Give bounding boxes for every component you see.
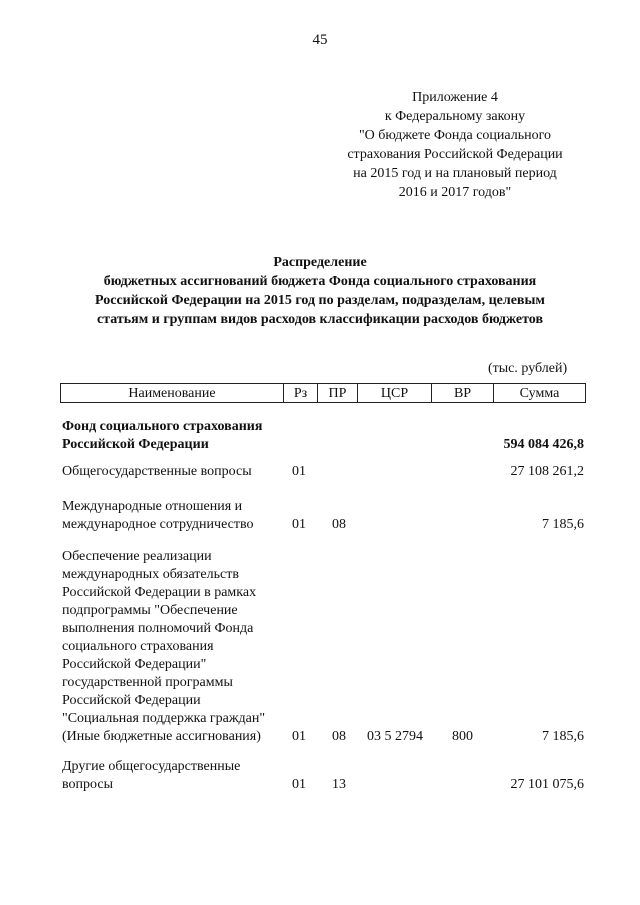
row-name xyxy=(62,758,292,794)
appendix-line: страхования Российской Федерации xyxy=(347,147,563,162)
row-name xyxy=(62,548,292,746)
row-sum: 27 108 261,2 xyxy=(510,464,584,479)
table-row xyxy=(62,548,584,746)
header-pr: ПР xyxy=(317,384,357,402)
title-line: Распределение xyxy=(273,255,367,270)
row-rz: 01 xyxy=(292,517,306,532)
table-row xyxy=(62,418,584,454)
header-name: Наименование xyxy=(128,386,216,401)
row-name xyxy=(62,498,292,534)
appendix-line: 2016 и 2017 годов" xyxy=(398,185,512,200)
row-sum: 7 185,6 xyxy=(542,517,584,532)
row-name-line: Российской Федерации xyxy=(62,437,209,452)
page-number: 45 xyxy=(312,32,328,48)
row-sum: 7 185,6 xyxy=(542,729,584,744)
header-csr: ЦСР xyxy=(357,384,431,402)
appendix-note xyxy=(320,88,590,202)
row-pr: 13 xyxy=(332,777,346,792)
row-vr: 800 xyxy=(452,729,473,744)
table-header xyxy=(60,383,586,403)
row-name-line: Международные отношения и xyxy=(62,499,243,514)
row-name-line: социального страхования xyxy=(62,639,214,654)
row-pr: 08 xyxy=(332,517,346,532)
document-title xyxy=(40,253,600,329)
table-row xyxy=(62,758,584,794)
header-sum: Сумма xyxy=(493,384,585,402)
header-vr: ВР xyxy=(431,384,493,402)
row-name-line: Обеспечение реализации xyxy=(62,549,212,564)
title-line: статьям и группам видов расходов классификации расходов бюджетов xyxy=(96,312,544,327)
row-rz: 01 xyxy=(292,464,306,479)
units-label: (тыс. рублей) xyxy=(488,361,568,376)
title-line: бюджетных ассигнований бюджета Фонда социального страхования xyxy=(103,274,537,289)
row-sum: 594 084 426,8 xyxy=(503,437,584,452)
row-name-line: подпрограммы "Обеспечение xyxy=(62,603,238,618)
row-name-line: Российской Федерации в рамках xyxy=(62,585,257,600)
row-name-line: выполнения полномочий Фонда xyxy=(62,621,254,636)
row-name-line: Общегосударственные вопросы xyxy=(62,464,252,479)
row-csr: 03 5 2794 xyxy=(367,729,423,744)
row-name-line: Российской Федерации xyxy=(62,693,201,708)
row-name-line: "Социальная поддержка граждан" xyxy=(62,711,266,726)
table-row xyxy=(62,498,584,534)
row-name-line: государственной программы xyxy=(62,675,233,690)
row-name xyxy=(62,418,292,454)
header-rz: Рз xyxy=(283,384,317,402)
row-rz: 01 xyxy=(292,729,306,744)
row-name-line: Другие общегосударственные xyxy=(62,759,241,774)
appendix-line: Приложение 4 xyxy=(412,90,498,105)
appendix-line: на 2015 год и на плановый период xyxy=(353,166,557,181)
row-rz: 01 xyxy=(292,777,306,792)
row-name-line: вопросы xyxy=(62,777,113,792)
row-name-line: международное сотрудничество xyxy=(62,517,254,532)
appendix-line: "О бюджете Фонда социального xyxy=(358,128,552,143)
row-pr: 08 xyxy=(332,729,346,744)
row-name xyxy=(62,463,292,481)
row-sum: 27 101 075,6 xyxy=(510,777,584,792)
row-name-line: (Иные бюджетные ассигнования) xyxy=(62,729,261,744)
table-row xyxy=(62,463,584,481)
appendix-line: к Федеральному закону xyxy=(384,109,526,124)
row-name-line: международных обязательств xyxy=(62,567,239,582)
row-name-line: Фонд социального страхования xyxy=(62,419,263,434)
row-name-line: Российской Федерации" xyxy=(62,657,207,672)
title-line: Российской Федерации на 2015 год по разделам, подразделам, целевым xyxy=(95,293,545,308)
